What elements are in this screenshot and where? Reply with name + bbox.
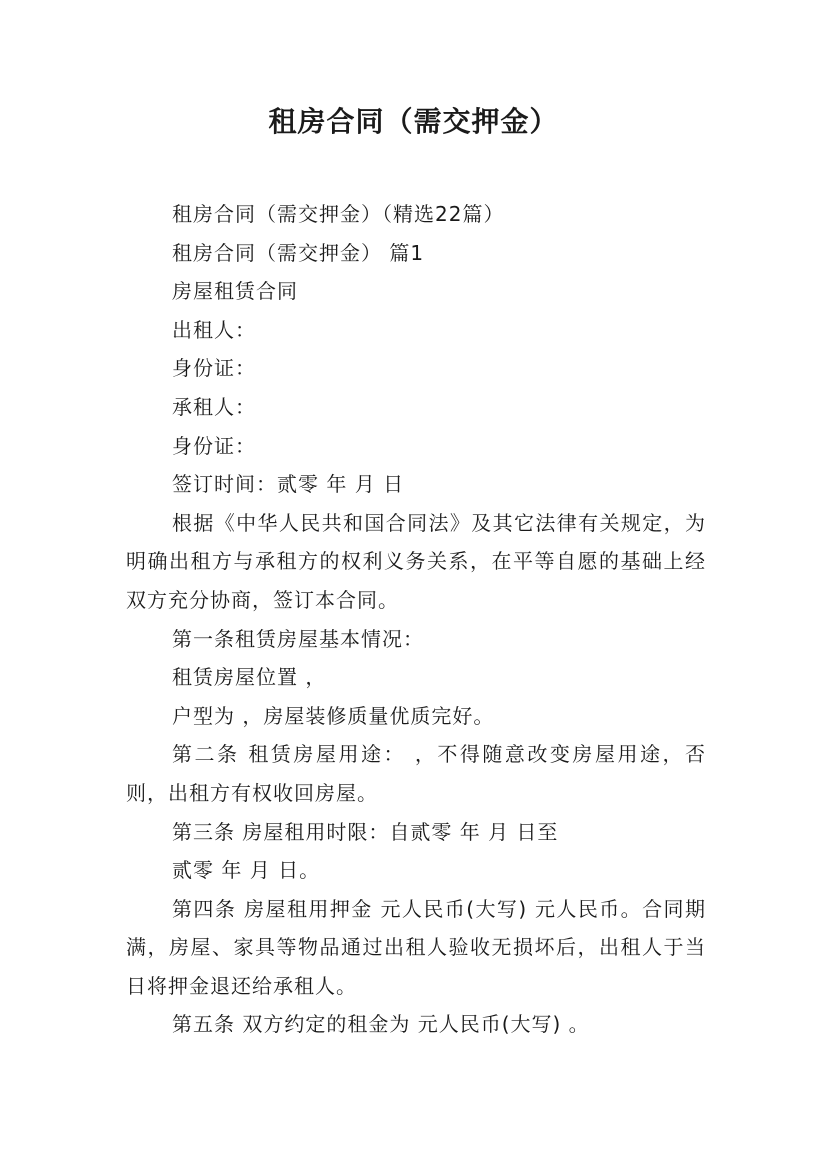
- paragraph-article-heading: 租房合同（需交押金） 篇1: [172, 240, 425, 265]
- paragraph-lessee: 承租人：: [172, 394, 256, 419]
- paragraph-clause-3: 第三条 房屋租用时限：自贰零 年 月 日至: [172, 819, 559, 844]
- paragraph-lessor-id: 身份证：: [172, 356, 256, 381]
- paragraph-layout: 户型为 ，房屋装修质量优质完好。: [172, 703, 495, 728]
- paragraph-signing-date: 签订时间：贰零 年 月 日: [172, 472, 405, 497]
- paragraph-lessee-id: 身份证：: [172, 433, 256, 458]
- paragraph-clause-1: 第一条租赁房屋基本情况：: [172, 626, 424, 651]
- paragraph-clause-3-end: 贰零 年 月 日。: [172, 858, 321, 883]
- document-body: [126, 195, 706, 1044]
- paragraph-contract-name: 房屋租赁合同: [172, 279, 298, 304]
- paragraph-preamble: 根据《中华人民共和国合同法》及其它法律有关规定，为明确出租方与承租方的权利义务关系，在平等自愿的基础上经双方充分协商，签订本合同。: [126, 510, 706, 612]
- paragraph-collection-heading: 租房合同（需交押金）（精选22篇）: [172, 202, 505, 226]
- paragraph-clause-4: 第四条 房屋租用押金 元人民币(大写) 元人民币。合同期满，房屋、家具等物品通过出租人验收无损坏后，出租人于当日将押金退还给承租人。: [126, 896, 706, 998]
- paragraph-clause-2: 第二条 租赁房屋用途： ，不得随意改变房屋用途，否则，出租方有权收回房屋。: [126, 742, 706, 805]
- document-title: 租房合同（需交押金）: [268, 105, 559, 138]
- paragraph-location: 租赁房屋位置 ，: [172, 665, 327, 690]
- paragraph-lessor: 出租人：: [172, 317, 256, 342]
- paragraph-clause-5: 第五条 双方约定的租金为 元人民币(大写) 。: [172, 1012, 590, 1037]
